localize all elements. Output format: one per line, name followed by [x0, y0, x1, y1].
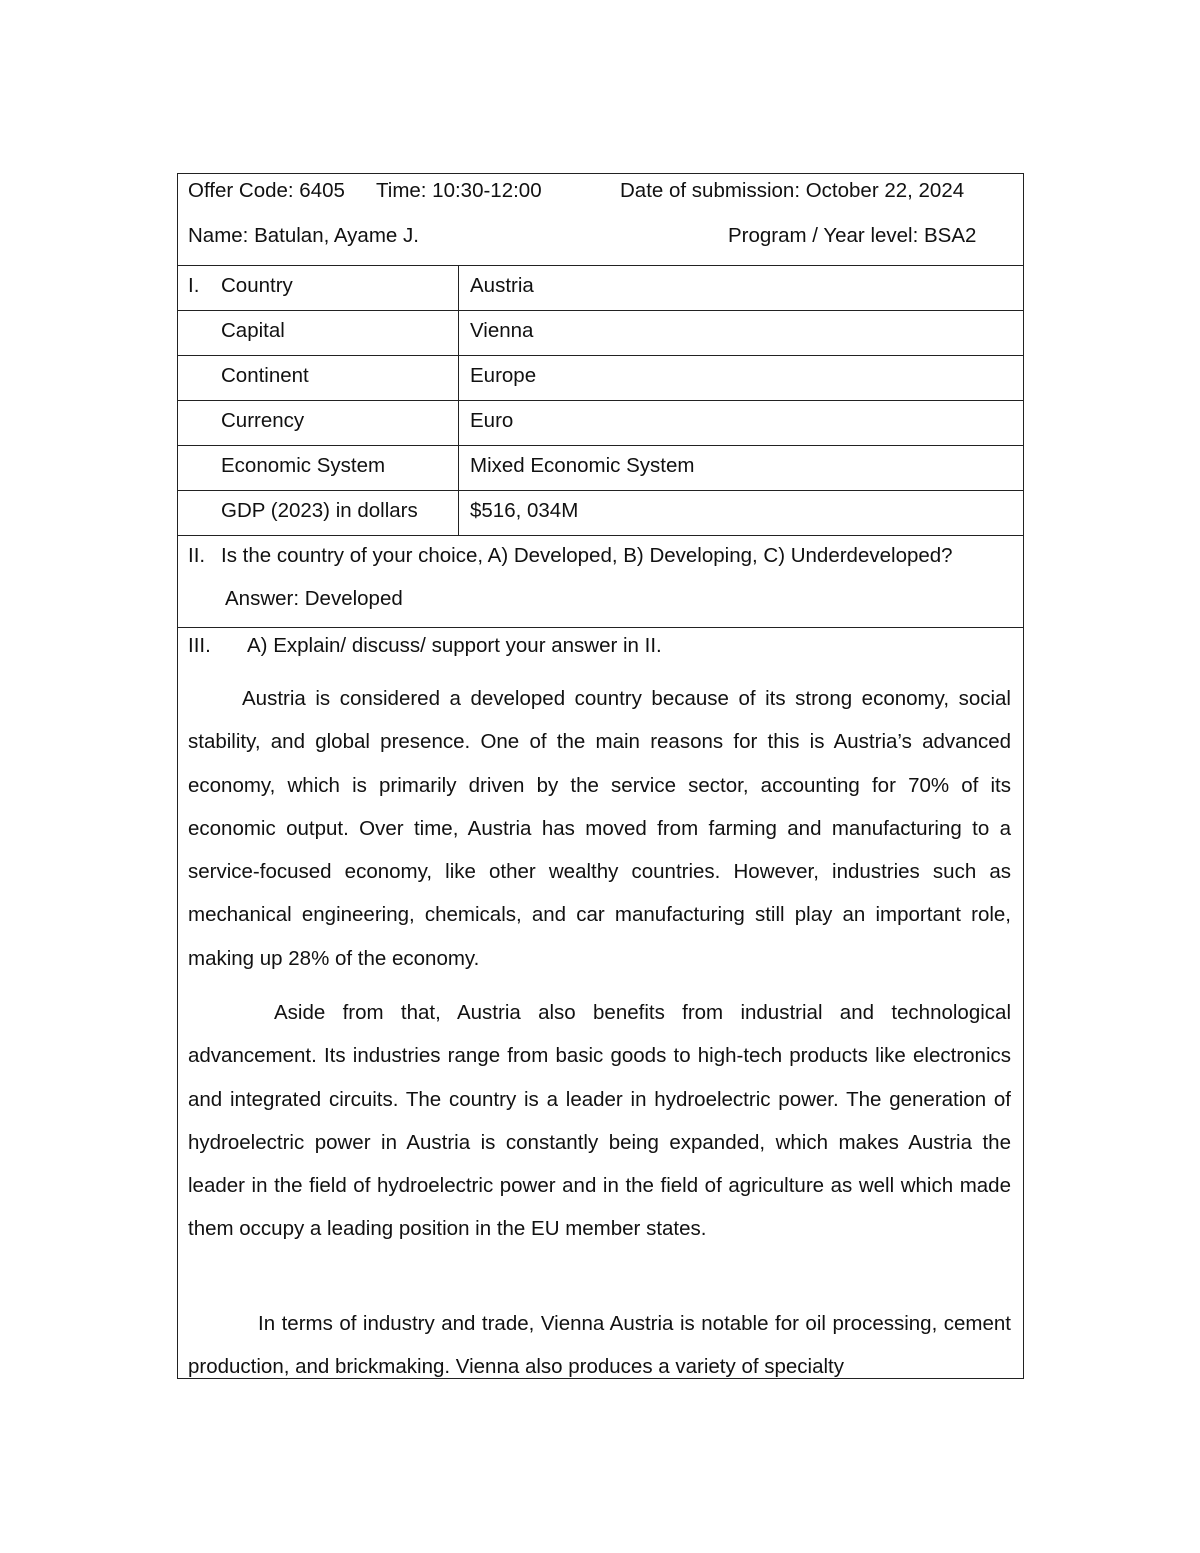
row-value: Mixed Economic System: [470, 454, 695, 477]
table-row-continent: [178, 356, 1023, 401]
assignment-form: [177, 173, 1024, 1379]
offer-code: Offer Code: 6405: [188, 179, 345, 202]
explanation-prompt: A) Explain/ discuss/ support your answer in II.: [247, 634, 662, 657]
row-value: $516, 034M: [470, 499, 579, 522]
row-value: Vienna: [470, 319, 534, 342]
row-label: Currency: [221, 409, 305, 432]
paragraph: Aside from that, Austria also benefits from industrial and technological advancement. Its industries range from basic goods to high-tech products like electronics and integrated circuits. The country is a leader in hydroelectric power. The generation of hydroelectric power in Austria is constantly being expanded, which makes Austria the leader in the field of hydroelectric power and in the field of agriculture as well which made them occupy a leading position in the EU member states.: [188, 1001, 1011, 1241]
form-header: [178, 174, 1023, 266]
development-question: Is the country of your choice, A) Developed, B) Developing, C) Underdeveloped?: [221, 544, 953, 567]
table-row-capital: [178, 311, 1023, 356]
row-value: Europe: [470, 364, 537, 387]
section-numeral: I.: [188, 274, 200, 297]
table-row-country: [178, 266, 1023, 311]
paragraph: In terms of industry and trade, Vienna Austria is notable for oil processing, cement production, and brickmaking. Vienna also produces a variety of specialty: [188, 1312, 1011, 1379]
row-label: Continent: [221, 364, 309, 387]
table-row-gdp: [178, 491, 1023, 536]
paragraph: Austria is considered a developed country because of its strong economy, social stability, and global presence. One of the main reasons for this is Austria’s advanced economy, which is primarily driven by the service sector, accounting for 70% of its economic output. Over time, Austria has moved from farming and manufacturing to a service-focused economy, like other wealthy countries. However, industries such as mechanical engineering, chemicals, and car manufacturing still play an important role, making up 28% of the economy.: [188, 687, 1011, 970]
row-label: Country: [221, 274, 293, 297]
row-value: Euro: [470, 409, 514, 432]
row-value: Austria: [470, 274, 534, 297]
program-year-level: Program / Year level: BSA2: [728, 224, 977, 247]
section-numeral: II.: [188, 544, 206, 567]
development-answer: Answer: Developed: [225, 587, 403, 610]
section-development-status: [178, 536, 1023, 628]
table-row-economic-system: [178, 446, 1023, 491]
student-name: Name: Batulan, Ayame J.: [188, 224, 419, 247]
section-numeral: III.: [188, 634, 211, 657]
section-explanation: [178, 628, 1023, 1378]
submission-date: Date of submission: October 22, 2024: [620, 179, 965, 202]
row-label: GDP (2023) in dollars: [221, 499, 418, 522]
row-label: Capital: [221, 319, 285, 342]
row-label: Economic System: [221, 454, 386, 477]
table-row-currency: [178, 401, 1023, 446]
class-time: Time: 10:30-12:00: [376, 179, 542, 202]
